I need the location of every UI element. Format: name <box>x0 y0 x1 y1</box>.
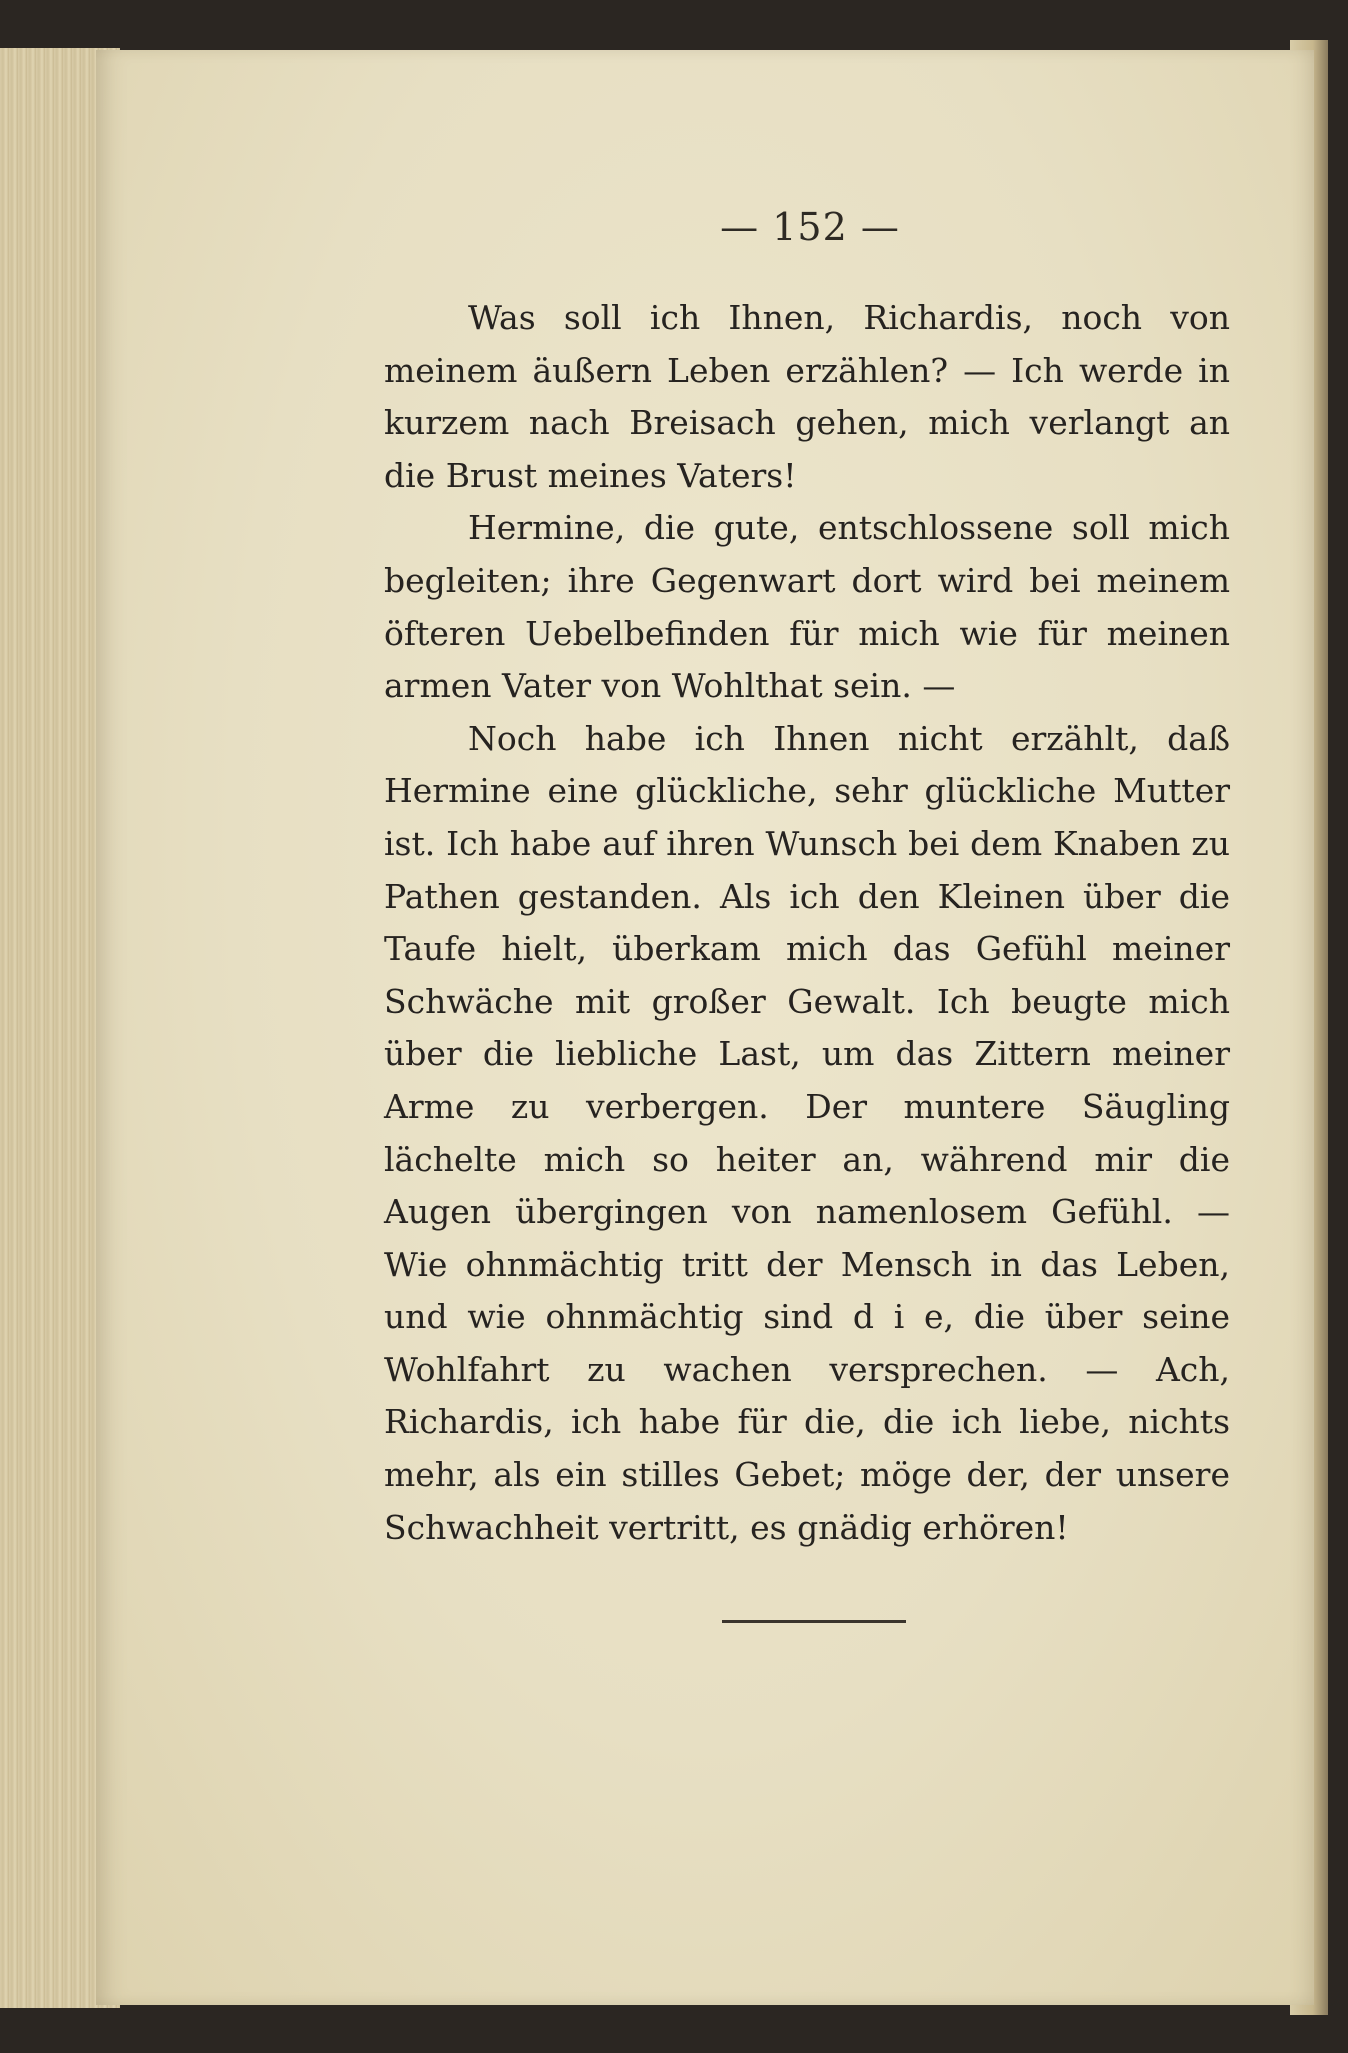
page-number <box>0 205 1348 249</box>
body-text <box>384 292 1230 1554</box>
paragraph-2: Hermine, die gute, entschlossene soll mich begleiten; ihre Gegenwart dort wird bei meinem öfteren Uebelbefinden für mich wie für meinen armen Vater von Wohlthat sein. — <box>384 508 1230 706</box>
paragraph-1: Was soll ich Ihnen, Richardis, noch von meinem äußern Leben erzählen? — Ich werde in kurzem nach Breisach gehen, mich verlangt an die Brust meines Vaters! <box>384 298 1230 495</box>
page-number-label: — 152 — <box>720 205 900 249</box>
paragraph-3: Noch habe ich Ihnen nicht erzählt, daß Hermine eine glückliche, sehr glückliche Mutter ist. Ich habe auf ihren Wunsch bei dem Knaben zu Pathen gestanden. Als ich den Kleinen über die Taufe hielt, überkam mich das Gefühl meiner Schwäche mit großer Gewalt. Ich beugte mich über die liebliche Last, um das Zittern meiner Arme zu verbergen. Der muntere Säugling lächelte mich so heiter an, während mir die Augen übergingen von namenlosem Gefühl. — Wie ohnmächtig tritt der Mensch in das Leben, und wie ohnmächtig sind d i e, die über seine Wohlfahrt zu wachen versprechen. — Ach, Richardis, ich habe für die, die ich liebe, nichts mehr, als ein stilles Gebet; möge der, der unsere Schwachheit vertritt, es gnädig erhören! <box>384 718 1230 1547</box>
end-rule <box>722 1620 906 1623</box>
